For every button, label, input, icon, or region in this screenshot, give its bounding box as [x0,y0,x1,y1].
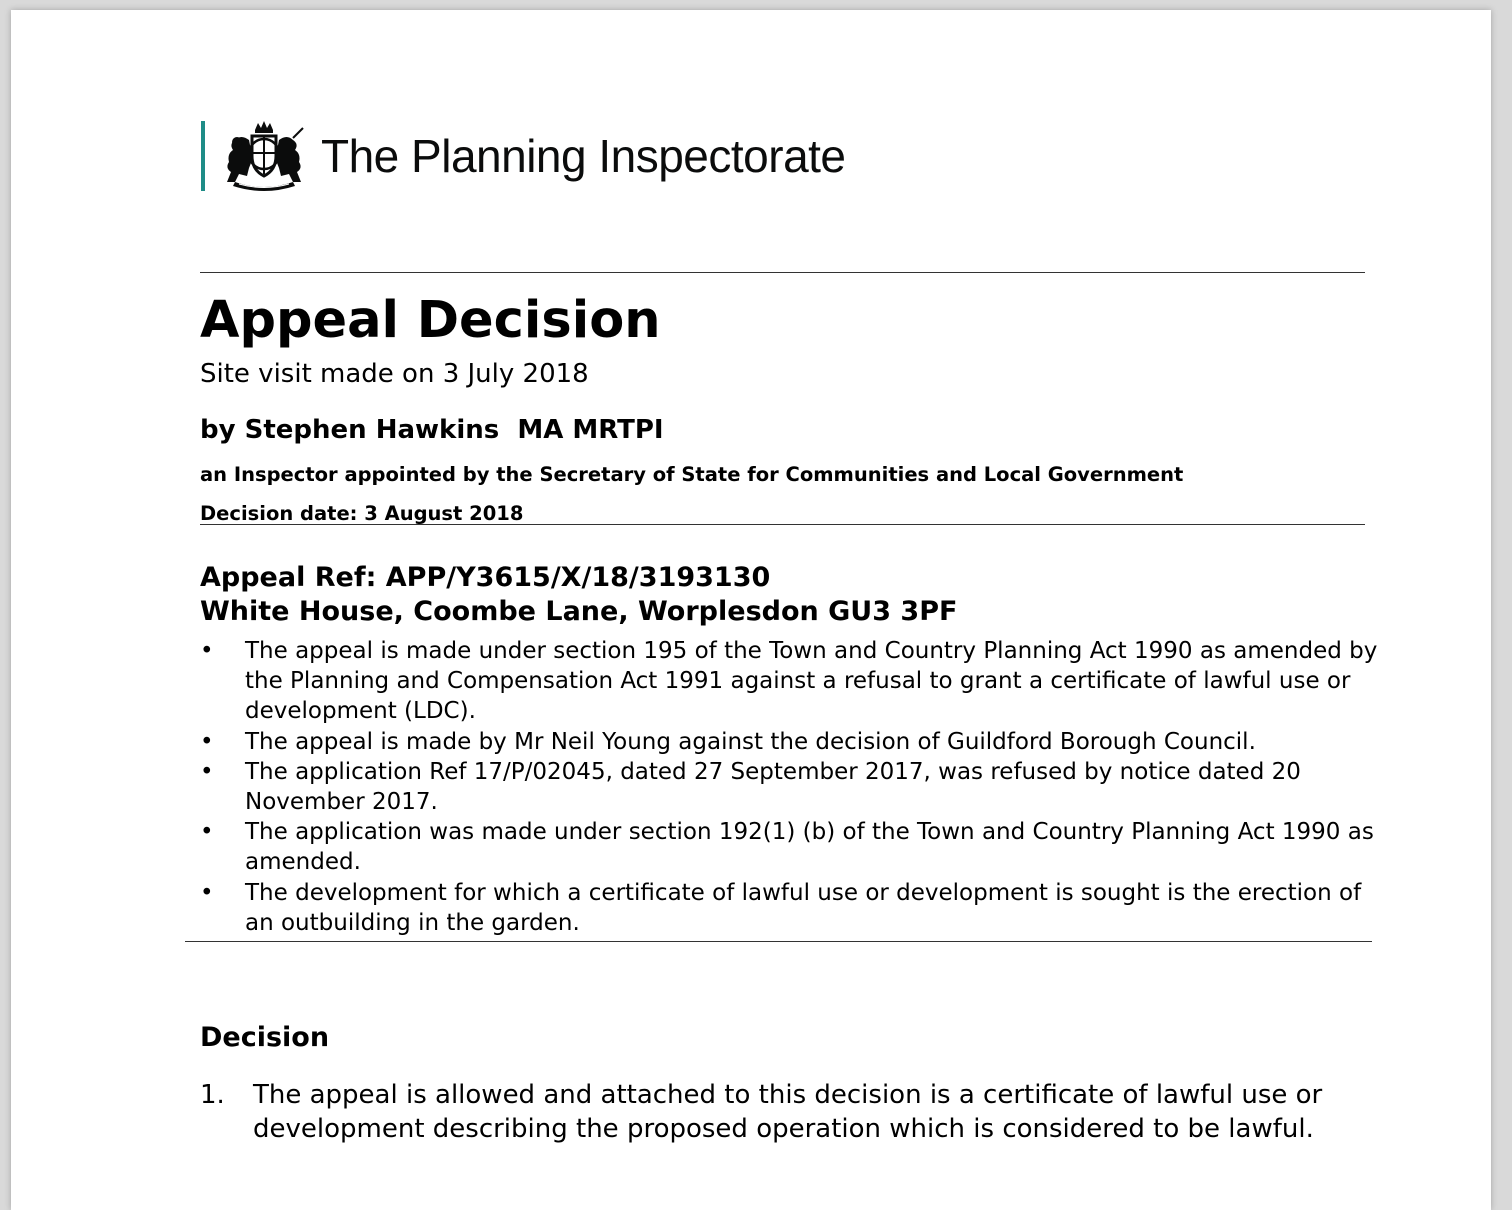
site-visit-date: Site visit made on 3 July 2018 [200,359,589,389]
list-item: • The application Ref 17/P/02045, dated 27 September 2017, was refused by notice dated 20 November 2017. [200,757,1380,817]
list-item: • The development for which a certificate of lawful use or development is sought is the erection of an outbuilding in the garden. [200,878,1380,938]
inspector-appointment: an Inspector appointed by the Secretary of State for Communities and Local Government [200,463,1184,486]
decision-date: Decision date: 3 August 2018 [200,502,524,525]
details-divider [200,524,1365,525]
appeal-details-list [200,636,1380,938]
page-title: Appeal Decision [200,291,661,350]
royal-coat-of-arms-icon [219,120,309,192]
organisation-name: The Planning Inspectorate [321,130,846,182]
list-item: • The application was made under section 192(1) (b) of the Town and Country Planning Act 1990 as amended. [200,817,1380,877]
summary-divider [185,941,1372,942]
inspector-name: by Stephen Hawkins MA MRTPI [200,415,664,445]
paragraph-number: 1. [200,1080,225,1110]
organisation-logo [201,120,846,192]
header-divider [200,272,1365,273]
list-item: • The appeal is made under section 195 of the Town and Country Planning Act 1990 as amended by the Planning and Compensation Act 1991 against a refusal to grant a certificate of lawful use or development (LDC). [200,636,1380,727]
document-page [11,10,1491,1210]
list-item: • The appeal is made by Mr Neil Young against the decision of Guildford Borough Council. [200,727,1380,757]
appeal-reference: Appeal Ref: APP/Y3615/X/18/3193130 [200,562,771,593]
appeal-reference-block [200,561,957,629]
logo-accent-bar [201,121,205,191]
site-address: White House, Coombe Lane, Worplesdon GU3 3PF [200,596,958,627]
numbered-paragraph [200,1078,1365,1146]
paragraph-text: The appeal is allowed and attached to this decision is a certificate of lawful use or development describing the proposed operation which is considered to be lawful. [253,1080,1323,1144]
decision-heading: Decision [200,1022,330,1053]
